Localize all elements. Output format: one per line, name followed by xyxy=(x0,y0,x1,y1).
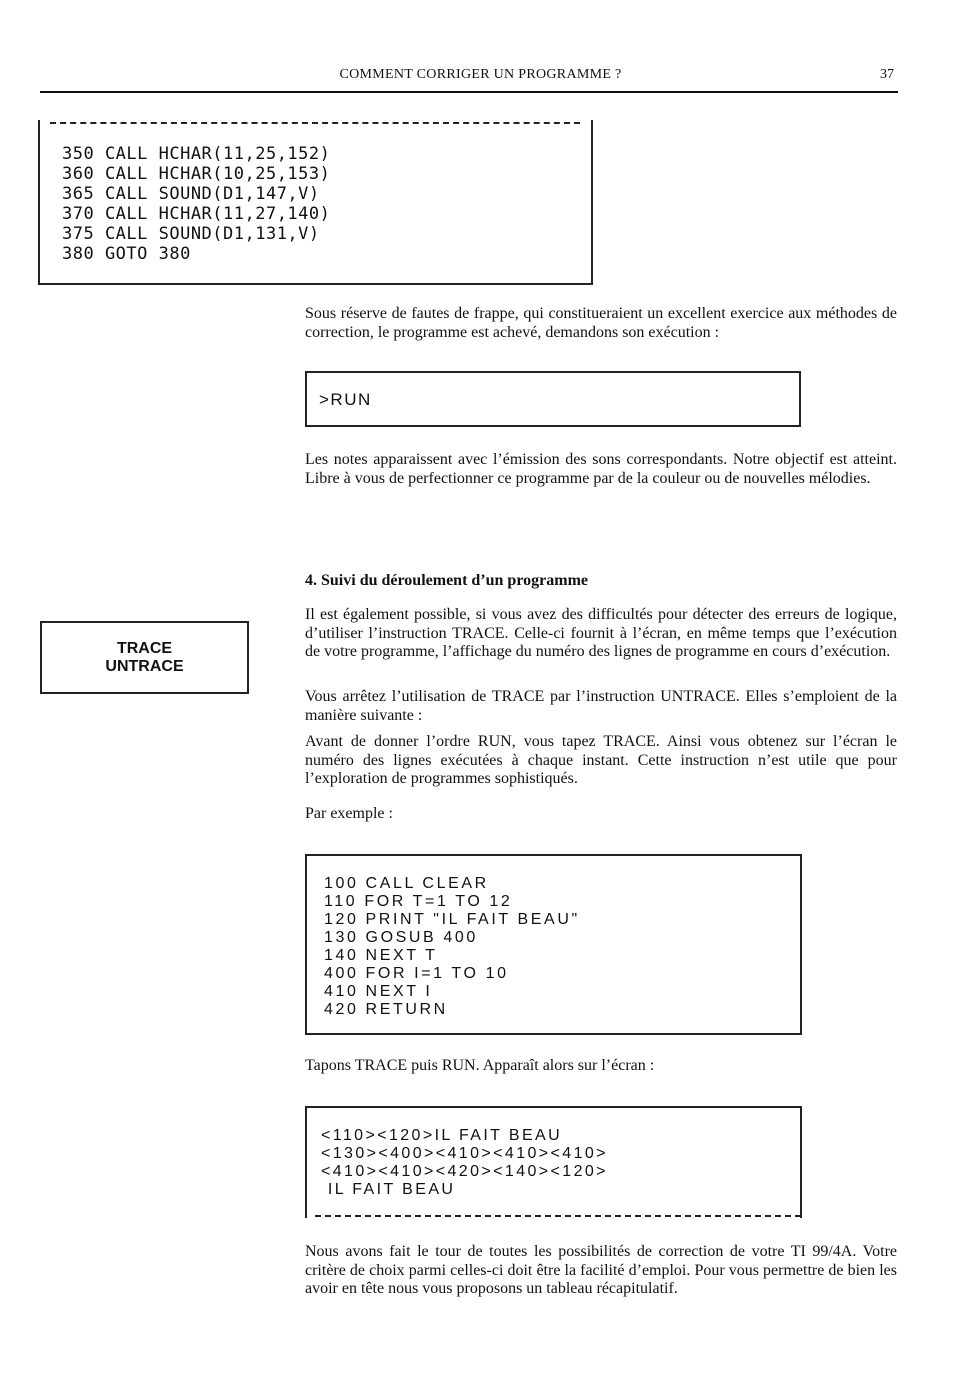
example-program-box xyxy=(305,854,802,1035)
section-title: 4. Suivi du déroulement d’un programme xyxy=(305,572,588,589)
paragraph-typo-note: Sous réserve de fautes de frappe, qui constitueraient un excellent exercice aux méthodes de correction, le programme est achevé, demandons son exécution : xyxy=(305,305,897,341)
paragraph-example-label: Par exemple : xyxy=(305,805,393,822)
dashed-bottom-border xyxy=(315,1215,801,1217)
running-header: COMMENT CORRIGER UN PROGRAMME ? xyxy=(339,67,622,82)
paragraph-untrace: Vous arrêtez l’utilisation de TRACE par l’instruction UNTRACE. Elles s’emploient de la manière suivante : xyxy=(305,688,897,724)
page-number: 37 xyxy=(880,67,894,82)
paragraph-trace-intro: Il est également possible, si vous avez des difficultés pour détecter des erreurs de logique, d’utiliser l’instruction TRACE. Celle-ci fournit à l’écran, en même temps que l’exécution de votre programme, l’affichage du numéro des lignes de programme en cours d’exécution. xyxy=(305,606,897,660)
keyword-untrace: UNTRACE xyxy=(105,658,184,675)
keyword-trace: TRACE xyxy=(116,640,173,657)
code-listing-lines: 350 CALL HCHAR(11,25,152) 360 CALL HCHAR(10,25,153) 365 CALL SOUND(D1,147,V) 370 CALL HCHAR(11,27,140) 375 CALL SOUND(D1,131,V) 380 GOTO 380 xyxy=(62,144,331,264)
run-command: >RUN xyxy=(319,390,372,409)
keyword-box xyxy=(40,621,249,694)
paragraph-usage: Avant de donner l’ordre RUN, vous tapez TRACE. Ainsi vous obtenez sur l’écran le numéro des lignes exécutées à chaque instant. Cette instruction n’est utile que pour l’exploration de programmes sophistiqués. xyxy=(305,733,897,787)
paragraph-conclusion: Nous avons fait le tour de toutes les possibilités de correction de votre TI 99/4A. Votre critère de choix parmi celles-ci doit être la facilité d’emploi. Pour vous permettre de bien les avoir en tête nous vous proposons un tableau récapitulatif. xyxy=(305,1243,897,1297)
dashed-top-border xyxy=(50,122,580,124)
run-command-box xyxy=(305,371,801,427)
screen-output-box xyxy=(305,1106,802,1218)
paragraph-trace-run: Tapons TRACE puis RUN. Apparaît alors sur l’écran : xyxy=(305,1057,655,1074)
code-block-listing xyxy=(38,120,593,285)
header-rule xyxy=(40,91,898,93)
example-program-lines: 100 CALL CLEAR 110 FOR T=1 TO 12 120 PRINT "IL FAIT BEAU" 130 GOSUB 400 140 NEXT T 400 FOR I=1 TO 10 410 NEXT I 420 RETURN xyxy=(324,875,580,1018)
paragraph-result: Les notes apparaissent avec l’émission des sons correspondants. Notre objectif est atteint. Libre à vous de perfectionner ce programme par de la couleur ou de nouvelles mélodies. xyxy=(305,451,897,487)
screen-output-lines: <110><120>IL FAIT BEAU <130><400><410><410><410> <410><410><420><140><120> IL FAIT BEAU xyxy=(321,1127,608,1198)
